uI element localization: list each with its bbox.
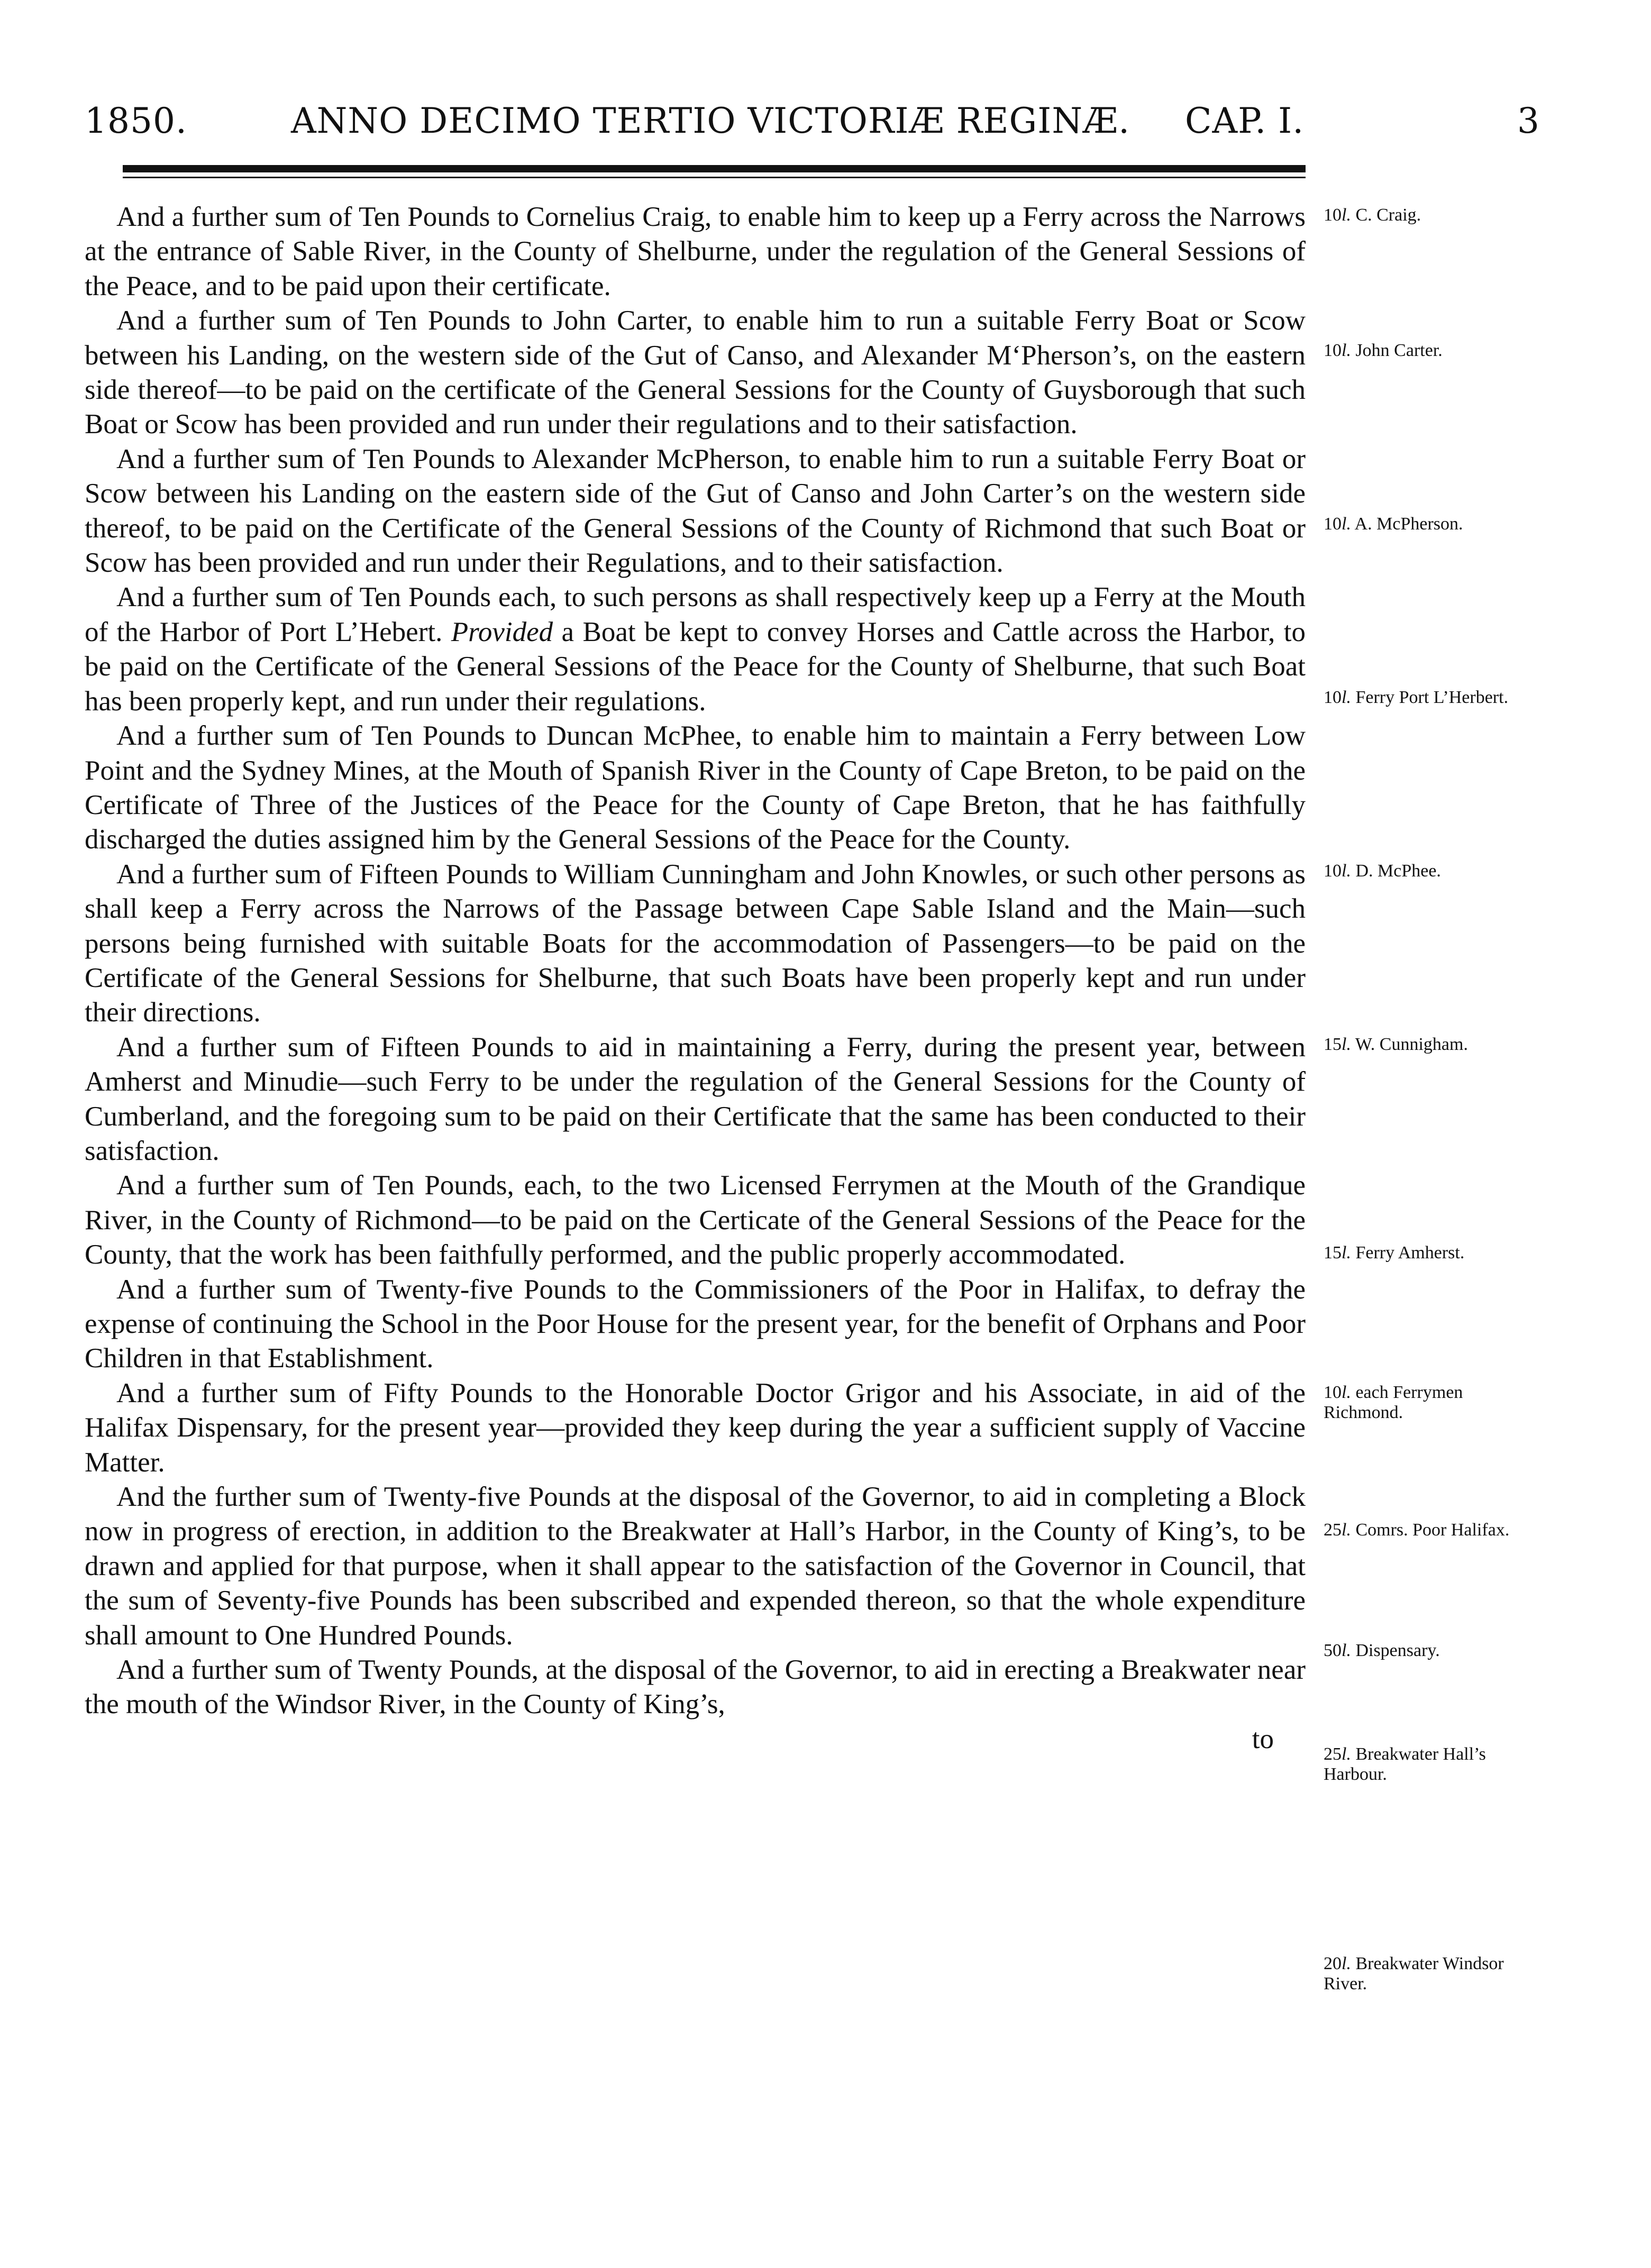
margin-note-ferrymen-richmond: 10l. each Ferrymen Richmond. [1324,1383,1463,1422]
margin-note-mcphee: 10l. D. McPhee. [1324,861,1441,881]
paragraph-mcpherson: And a further sum of Ten Pounds to Alexander McPherson, to enable him to run a suitable Ferry Boat or Scow between his Landing on the eastern side of the Gut of Canso and John Carter’s on the western side thereof, to be paid on the Certificate of the General Sessions of the County of Richmond that such Boat or Scow has been provided and run under their Regulations, and to their satisfaction. [85,443,1306,579]
header-title: ANNO DECIMO TERTIO VICTORIÆ REGINÆ. [291,100,1130,141]
margin-note-amherst: 15l. Ferry Amherst. [1324,1243,1465,1263]
header-year: 1850. [85,100,187,141]
page-number: 3 [1517,100,1540,141]
margin-note-mcpherson: 10l. A. McPherson. [1324,514,1463,534]
margin-note-cunningham: 15l. W. Cunnigham. [1324,1035,1468,1054]
paragraph-amherst: And a further sum of Fifteen Pounds to aid in maintaining a Ferry, during the present year, between Amherst and Minudie—such Ferry to be under the regulation of the General Sessions for the County of Cumberland, and the foregoing sum to be paid on their Certificate that the same has been conducted to their satisfaction. [85,1031,1306,1166]
margin-note-dispensary: 50l. Dispensary. [1324,1641,1440,1660]
paragraph-craig: And a further sum of Ten Pounds to Cornelius Craig, to enable him to keep up a Ferry across the Narrows at the entrance of Sable River, in the County of Shelburne, under the regulation of the General Sessions of the Peace, and to be paid upon their certificate. [85,202,1306,301]
paragraph-poor-halifax: And a further sum of Twenty-five Pounds to the Commissioners of the Poor in Halifax, to defray the expense of continuing the School in the Poor House for the present year, for the benefit of Orphans and Poor Children in that Establishment. [85,1274,1306,1374]
paragraph-port-lhebert: And a further sum of Ten Pounds each, to such persons as shall respectively keep up a Ferry at the Mouth of the Harbor of Port L’Hebert. Provided a Boat be kept to convey Horses and Cattle across the Harbor, to be paid on the Certificate of the General Sessions of the Peace for the County of Shelburne, that such Boat has been properly kept, and run under their regulations. [85,582,1306,717]
margin-note-poor-halifax: 25l. Comrs. Poor Halifax. [1324,1520,1510,1540]
paragraph-dispensary: And a further sum of Fifty Pounds to the Honorable Doctor Grigor and his Associate, in aid of the Halifax Dispensary, for the present year—provided they keep during the year a sufficient supply of Vaccine Matter. [85,1377,1306,1478]
paragraph-carter: And a further sum of Ten Pounds to John Carter, to enable him to run a suitable Ferry Boat or Scow between his Landing, on the western side of the Gut of Canso, and Alexander M‘Pherson’s, on the eastern side thereof—to be paid on the certificate of the General Sessions for the County of Guysborough that such Boat or Scow has been provided and run under their regulations and to their satisfaction. [85,305,1306,440]
paragraph-halls-harbor: And the further sum of Twenty-five Pounds at the disposal of the Governor, to aid in completing a Block now in progress of erection, in addition to the Breakwater at Hall’s Harbor, in the County of King’s, to be drawn and applied for that purpose, when it shall appear to the satisfaction of the Governor in Council, that the sum of Seventy-five Pounds has been subscribed and expended thereon, so that the whole expenditure shall amount to One Hundred Pounds. [85,1481,1306,1651]
margin-note-craig: 10l. C. Craig. [1324,205,1421,225]
header-rule-thick [123,165,1306,172]
paragraph-mcphee: And a further sum of Ten Pounds to Duncan McPhee, to enable him to maintain a Ferry between Low Point and the Sydney Mines, at the Mouth of Spanish River in the County of Cape Breton, to be paid on the Certificate of Three of the Justices of the Peace for the County of Cape Breton, that he has faithfully discharged the duties assigned him by the General Sessions of the Peace for the County. [85,720,1306,855]
running-header [85,100,1540,143]
body-text [85,200,1306,1757]
catchword: to [1252,1723,1274,1754]
header-chapter: CAP. I. [1185,100,1305,141]
margin-note-halls-harbour: 25l. Breakwater Hall’s Harbour. [1324,1744,1486,1784]
paragraph-cunningham: And a further sum of Fifteen Pounds to William Cunningham and John Knowles, or such other persons as shall keep a Ferry across the Narrows of the Passage between Cape Sable Island and the Main—such persons being furnished with suitable Boats for the accommodation of Passengers—to be paid on the Certificate of the General Sessions for Shelburne, that such Boats have been properly kept and run under their directions. [85,858,1306,1028]
paragraph-windsor-river: And a further sum of Twenty Pounds, at the disposal of the Governor, to aid in erecting a Breakwater near the mouth of the Windsor River, in the County of King’s, [85,1654,1306,1720]
header-rule-thin [123,177,1306,178]
margin-note-windsor-river: 20l. Breakwater Windsor River. [1324,1954,1504,1993]
margin-note-carter: 10l. John Carter. [1324,341,1443,360]
margin-note-port-lhebert: 10l. Ferry Port L’Herbert. [1324,688,1509,707]
paragraph-grandique: And a further sum of Ten Pounds, each, to the two Licensed Ferrymen at the Mouth of the Grandique River, in the County of Richmond—to be paid on the Certicate of the General Sessions of the Peace for the County, that the work has been faithfully performed, and the public properly accommodated. [85,1170,1306,1270]
